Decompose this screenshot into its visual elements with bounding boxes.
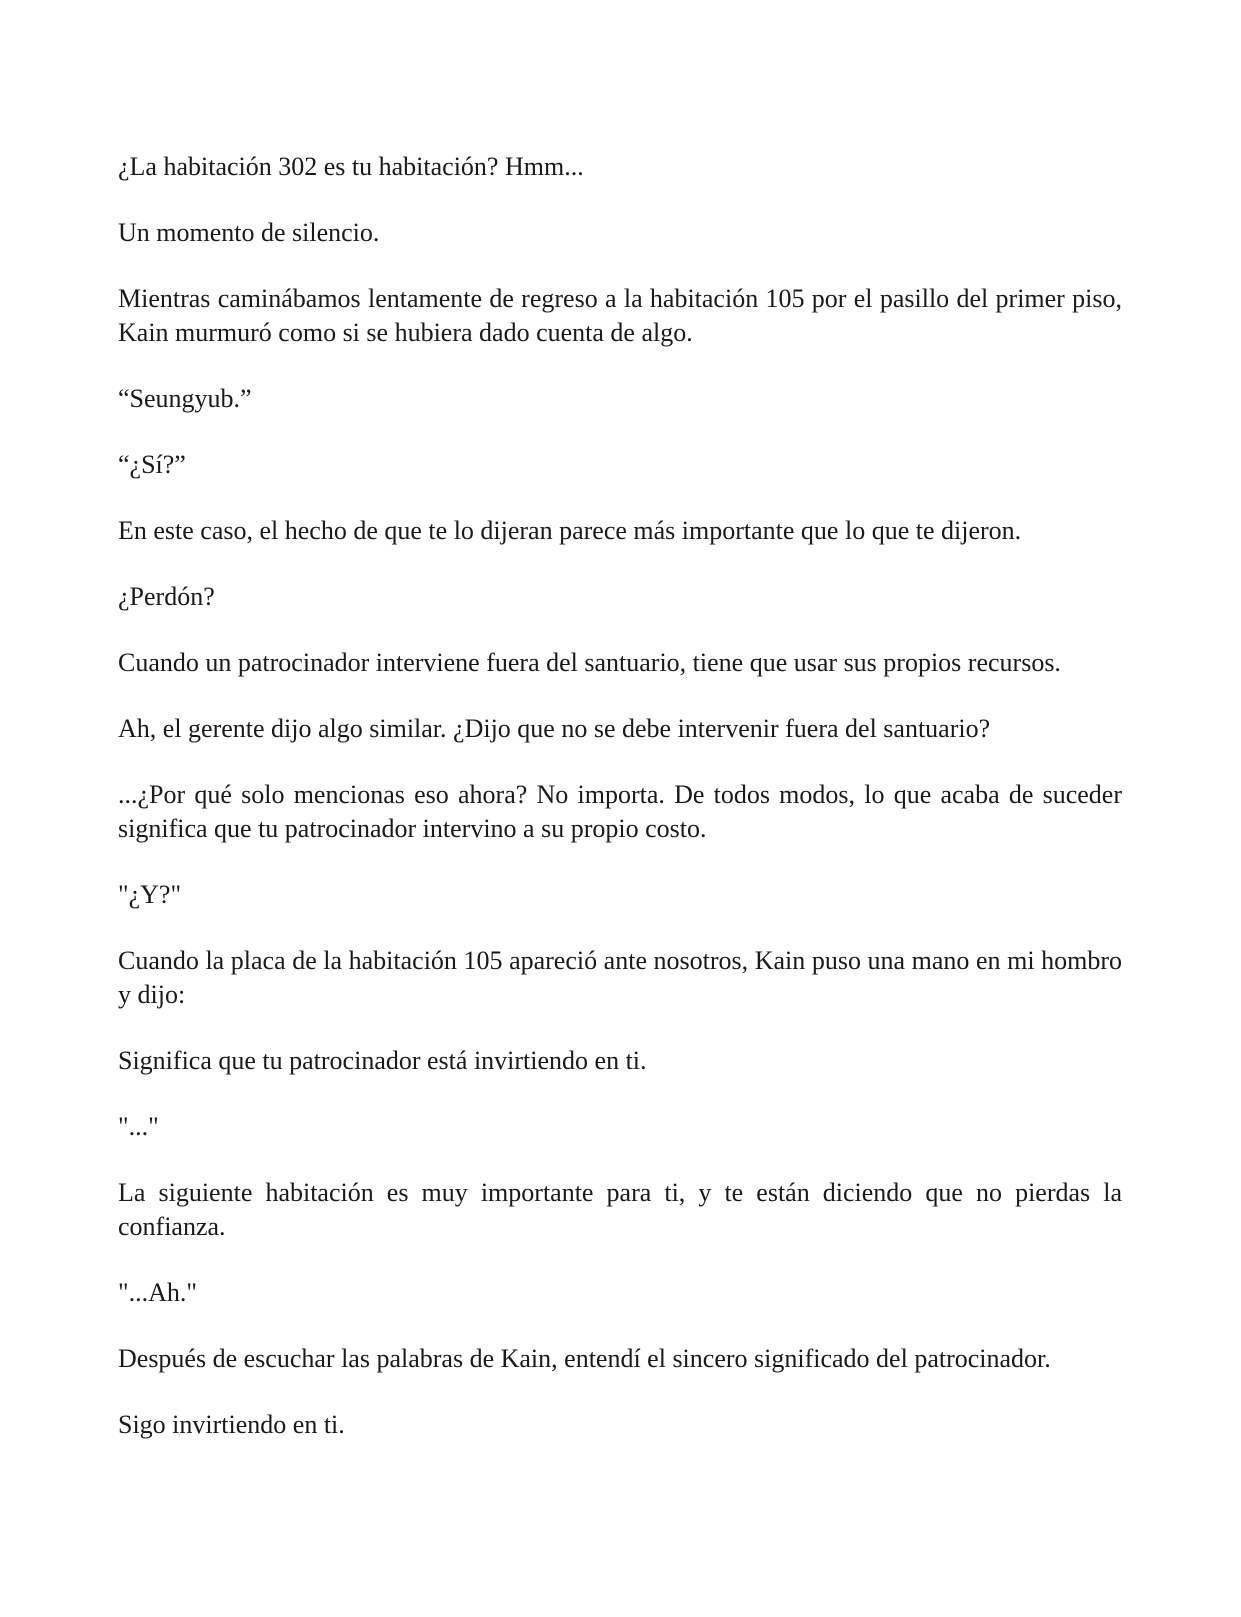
paragraph: Después de escuchar las palabras de Kain, entendí el sincero significado del patrocinador. [118, 1344, 1051, 1373]
paragraph: ¿Perdón? [118, 582, 215, 611]
paragraph: Sigo invirtiendo en ti. [118, 1410, 345, 1439]
document-body [118, 150, 1122, 1474]
paragraph: “Seungyub.” [118, 384, 252, 413]
paragraph: Mientras caminábamos lentamente de regreso a la habitación 105 por el pasillo del primer piso, Kain murmuró como si se hubiera dado cuenta de algo. [118, 284, 1122, 347]
paragraph: "¿Y?" [118, 880, 182, 909]
paragraph: ¿La habitación 302 es tu habitación? Hmm... [118, 152, 584, 181]
paragraph: Cuando un patrocinador interviene fuera del santuario, tiene que usar sus propios recursos. [118, 648, 1061, 677]
paragraph: Un momento de silencio. [118, 218, 380, 247]
paragraph: Cuando la placa de la habitación 105 apareció ante nosotros, Kain puso una mano en mi hombro y dijo: [118, 946, 1122, 1009]
paragraph: “¿Sí?” [118, 450, 186, 479]
paragraph: Significa que tu patrocinador está invirtiendo en ti. [118, 1046, 647, 1075]
paragraph: La siguiente habitación es muy importante para ti, y te están diciendo que no pierdas la confianza. [118, 1178, 1122, 1241]
paragraph: Ah, el gerente dijo algo similar. ¿Dijo que no se debe intervenir fuera del santuario? [118, 714, 991, 743]
paragraph: ...¿Por qué solo mencionas eso ahora? No importa. De todos modos, lo que acaba de suceder significa que tu patrocinador intervino a su propio costo. [118, 780, 1122, 843]
paragraph: "..." [118, 1112, 159, 1141]
paragraph: En este caso, el hecho de que te lo dijeran parece más importante que lo que te dijeron. [118, 516, 1022, 545]
paragraph: "...Ah." [118, 1278, 198, 1307]
